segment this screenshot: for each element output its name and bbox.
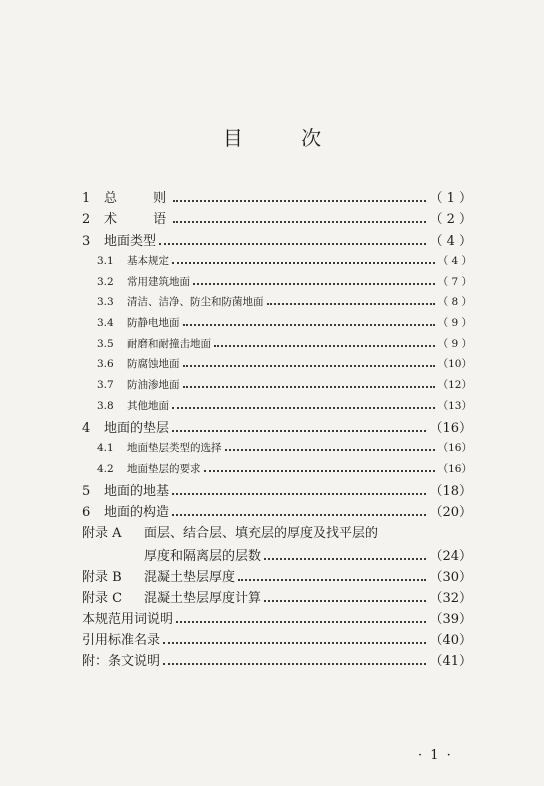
toc-number: 1 (82, 191, 91, 206)
leader-dots (172, 262, 435, 264)
leader-dots (159, 243, 426, 245)
toc-number: 3.2 (97, 276, 114, 288)
leader-dots (172, 514, 426, 516)
leader-dots (183, 386, 435, 388)
toc-page: （ 9 ） (437, 338, 472, 350)
toc-label: 地面垫层类型的选择 (127, 442, 222, 454)
toc-label: 防静电地面 (127, 317, 180, 329)
leader-dots (163, 663, 426, 665)
toc-entry-3-6[interactable] (97, 359, 472, 370)
toc-label: 混凝土垫层厚度计算 (144, 591, 262, 606)
toc-entry-appendix-a[interactable] (82, 527, 472, 540)
toc-entry-2[interactable] (82, 213, 472, 226)
toc-number: 4.2 (97, 463, 114, 475)
toc-label: 耐磨和耐撞击地面 (127, 338, 211, 350)
toc-label: 附：条文说明 (82, 654, 161, 669)
toc-number: 3.5 (97, 338, 114, 350)
toc-number: 3.6 (97, 358, 114, 370)
toc-label: 其他地面 (127, 400, 169, 412)
leader-dots (238, 579, 426, 581)
toc-number: 3.8 (97, 400, 114, 412)
toc-page: （20） (429, 505, 472, 520)
toc-number: 3 (82, 234, 91, 249)
toc-page: （16） (437, 463, 472, 475)
toc-entry-3-5[interactable] (97, 339, 472, 350)
leader-dots (267, 303, 435, 305)
toc-number: 附录 A (82, 526, 122, 541)
leader-dots (163, 642, 426, 644)
leader-dots (264, 600, 426, 602)
toc-page: （12） (437, 379, 472, 391)
toc-label: 地面类型 (104, 234, 157, 249)
leader-dots (214, 345, 435, 347)
toc-entry-appendix-c[interactable] (82, 592, 472, 605)
toc-page: （16） (437, 442, 472, 454)
toc-page: （ 7 ） (437, 276, 472, 288)
toc-label: 地面的垫层 (104, 421, 170, 436)
toc-number: 3.1 (97, 255, 114, 267)
toc-entry-5[interactable] (82, 485, 472, 498)
toc-page: （10） (437, 358, 472, 370)
toc-page: （ 4 ） (437, 255, 472, 267)
toc-page: （ 9 ） (437, 317, 472, 329)
toc-page: （ 8 ） (437, 296, 472, 308)
toc-page: （16） (429, 421, 472, 436)
toc-label: 基本规定 (127, 255, 169, 267)
toc-entry-3-1[interactable] (97, 256, 472, 267)
leader-dots (264, 558, 426, 560)
leader-dots (172, 493, 426, 495)
toc-number: 4 (82, 421, 91, 436)
toc-entry-3-3[interactable] (97, 297, 472, 308)
toc-page: （41） (429, 654, 472, 669)
toc-entry-references[interactable] (82, 634, 472, 647)
leader-dots (193, 283, 435, 285)
toc-page: （ 1 ） (429, 191, 472, 206)
toc-label: 厚度和隔离层的层数 (144, 549, 262, 564)
toc-page: （30） (429, 570, 472, 585)
toc-entry-appendix-a-cont[interactable] (144, 550, 472, 563)
toc-number: 4.1 (97, 442, 114, 454)
toc-page: （24） (429, 549, 472, 564)
toc-label: 地面的地基 (104, 484, 170, 499)
leader-dots (204, 470, 435, 472)
toc-number: 3.3 (97, 296, 114, 308)
toc-label: 面层、结合层、填充层的厚度及找平层的 (144, 526, 379, 541)
toc-number: 附录 B (82, 570, 122, 585)
leader-dots (183, 365, 435, 367)
toc-number: 3.7 (97, 379, 114, 391)
toc-number: 6 (82, 505, 91, 520)
toc-label: 本规范用词说明 (82, 612, 174, 627)
leader-dots (183, 324, 435, 326)
toc-page: （18） (429, 484, 472, 499)
toc-page: （ 2 ） (429, 212, 472, 227)
toc-entry-3-7[interactable] (97, 380, 472, 391)
toc-page: （40） (429, 633, 472, 648)
toc-page: （ 4 ） (429, 234, 472, 249)
toc-label: 总 则 (104, 191, 183, 206)
leader-dots (172, 430, 426, 432)
leader-dots (173, 200, 426, 202)
toc-page: （32） (429, 591, 472, 606)
leader-dots (172, 407, 435, 409)
toc-entry-3-2[interactable] (97, 277, 472, 288)
toc-entry-4-1[interactable] (97, 443, 472, 454)
toc-entry-1[interactable] (82, 192, 472, 205)
toc-entry-3-4[interactable] (97, 318, 472, 329)
toc-number: 附录 C (82, 591, 123, 606)
toc-label: 混凝土垫层厚度 (144, 570, 236, 585)
toc-number: 5 (82, 484, 91, 499)
toc-number: 2 (82, 212, 91, 227)
toc-label: 防腐蚀地面 (127, 358, 180, 370)
toc-page: （13） (437, 400, 472, 412)
toc-entry-4-2[interactable] (97, 464, 472, 475)
toc-entry-6[interactable] (82, 506, 472, 519)
toc-entry-explanation[interactable] (82, 655, 472, 668)
toc-label: 引用标准名录 (82, 633, 161, 648)
toc-label: 常用建筑地面 (127, 276, 190, 288)
toc-entry-4[interactable] (82, 422, 472, 435)
toc-label: 清洁、洁净、防尘和防菌地面 (127, 296, 264, 308)
toc-entry-wording[interactable] (82, 613, 472, 626)
leader-dots (225, 449, 435, 451)
toc-label: 术 语 (104, 212, 183, 227)
page-title: 目 次 (222, 126, 348, 150)
toc-number: 3.4 (97, 317, 114, 329)
page-number: · 1 · (418, 748, 453, 763)
toc-entry-appendix-b[interactable] (82, 571, 472, 584)
leader-dots (173, 221, 426, 223)
toc-label: 地面垫层的要求 (127, 463, 201, 475)
toc-page: （39） (429, 612, 472, 627)
leader-dots (176, 621, 426, 623)
toc-label: 防油渗地面 (127, 379, 180, 391)
toc-label: 地面的构造 (104, 505, 170, 520)
toc-entry-3-8[interactable] (97, 401, 472, 412)
toc-entry-3[interactable] (82, 235, 472, 248)
